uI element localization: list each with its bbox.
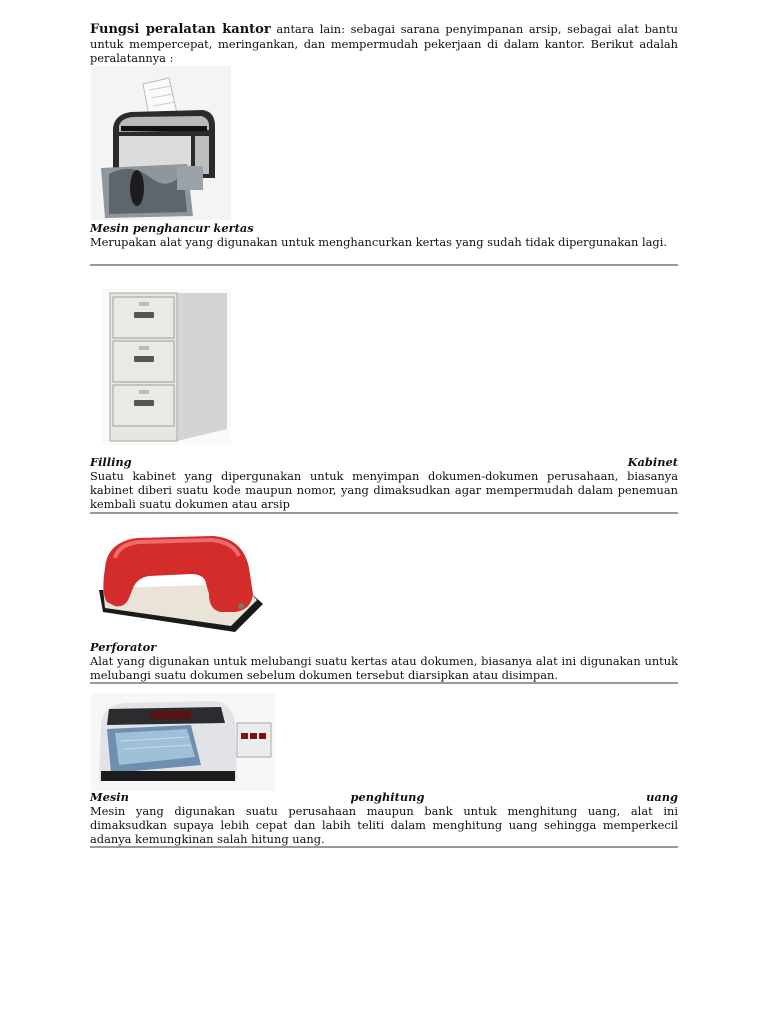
item-title-word: Mesin [90,790,129,804]
item-title-word: Mesin penghancur kertas [90,221,254,235]
item-title-perforator [90,640,678,654]
item-title-word: Kabinet [627,455,678,469]
item-desc-money-counter: Mesin yang digunakan suatu perusahaan maupun bank untuk menghitung uang, alat ini dimaksudkan supaya lebih cepat dan labih teliti dalam menghitung uang sehingga memperkecil adanya kemungkinan salah hitung uang. [90,804,678,846]
item-title-word: uang [646,790,678,804]
hole-punch-image [93,528,265,638]
money-counter-image [91,693,275,791]
item-desc-perforator: Alat yang digunakan untuk melubangi suatu kertas atau dokumen, biasanya alat ini digunakan untuk melubangi suatu dokumen sebelum dokumen tersebut diarsipkan atau disimpan. [90,654,678,682]
paper-shredder-image [91,66,231,220]
item-title-shredder [90,221,678,235]
item-title-word: penghitung [350,790,425,804]
item-title-word: Perforator [90,640,157,654]
divider [90,682,678,684]
item-title-word: Filling [90,455,132,469]
intro-paragraph [90,22,678,65]
item-title-cabinet [90,455,678,469]
divider [90,264,678,266]
divider [90,512,678,514]
item-title-money-counter [90,790,678,804]
item-desc-shredder: Merupakan alat yang digunakan untuk menghancurkan kertas yang sudah tidak dipergunakan lagi. [90,235,667,249]
intro-lead: Fungsi peralatan kantor [90,22,271,37]
intro-text: antara lain: sebagai sarana penyimpanan arsip, sebagai alat bantu untuk mempercepat, meringankan, dan mempermudah pekerjaan di dalam kantor. Berikut adalah peralatannya : [90,22,678,65]
item-desc-cabinet: Suatu kabinet yang dipergunakan untuk menyimpan dokumen-dokumen perusahaan, biasanya kabinet diberi suatu kode maupun nomor, yang dimaksudkan agar mempermudah dalam penemuan kembali suatu dokumen atau arsip [90,469,678,511]
divider [90,846,678,848]
filing-cabinet-image [101,289,231,445]
